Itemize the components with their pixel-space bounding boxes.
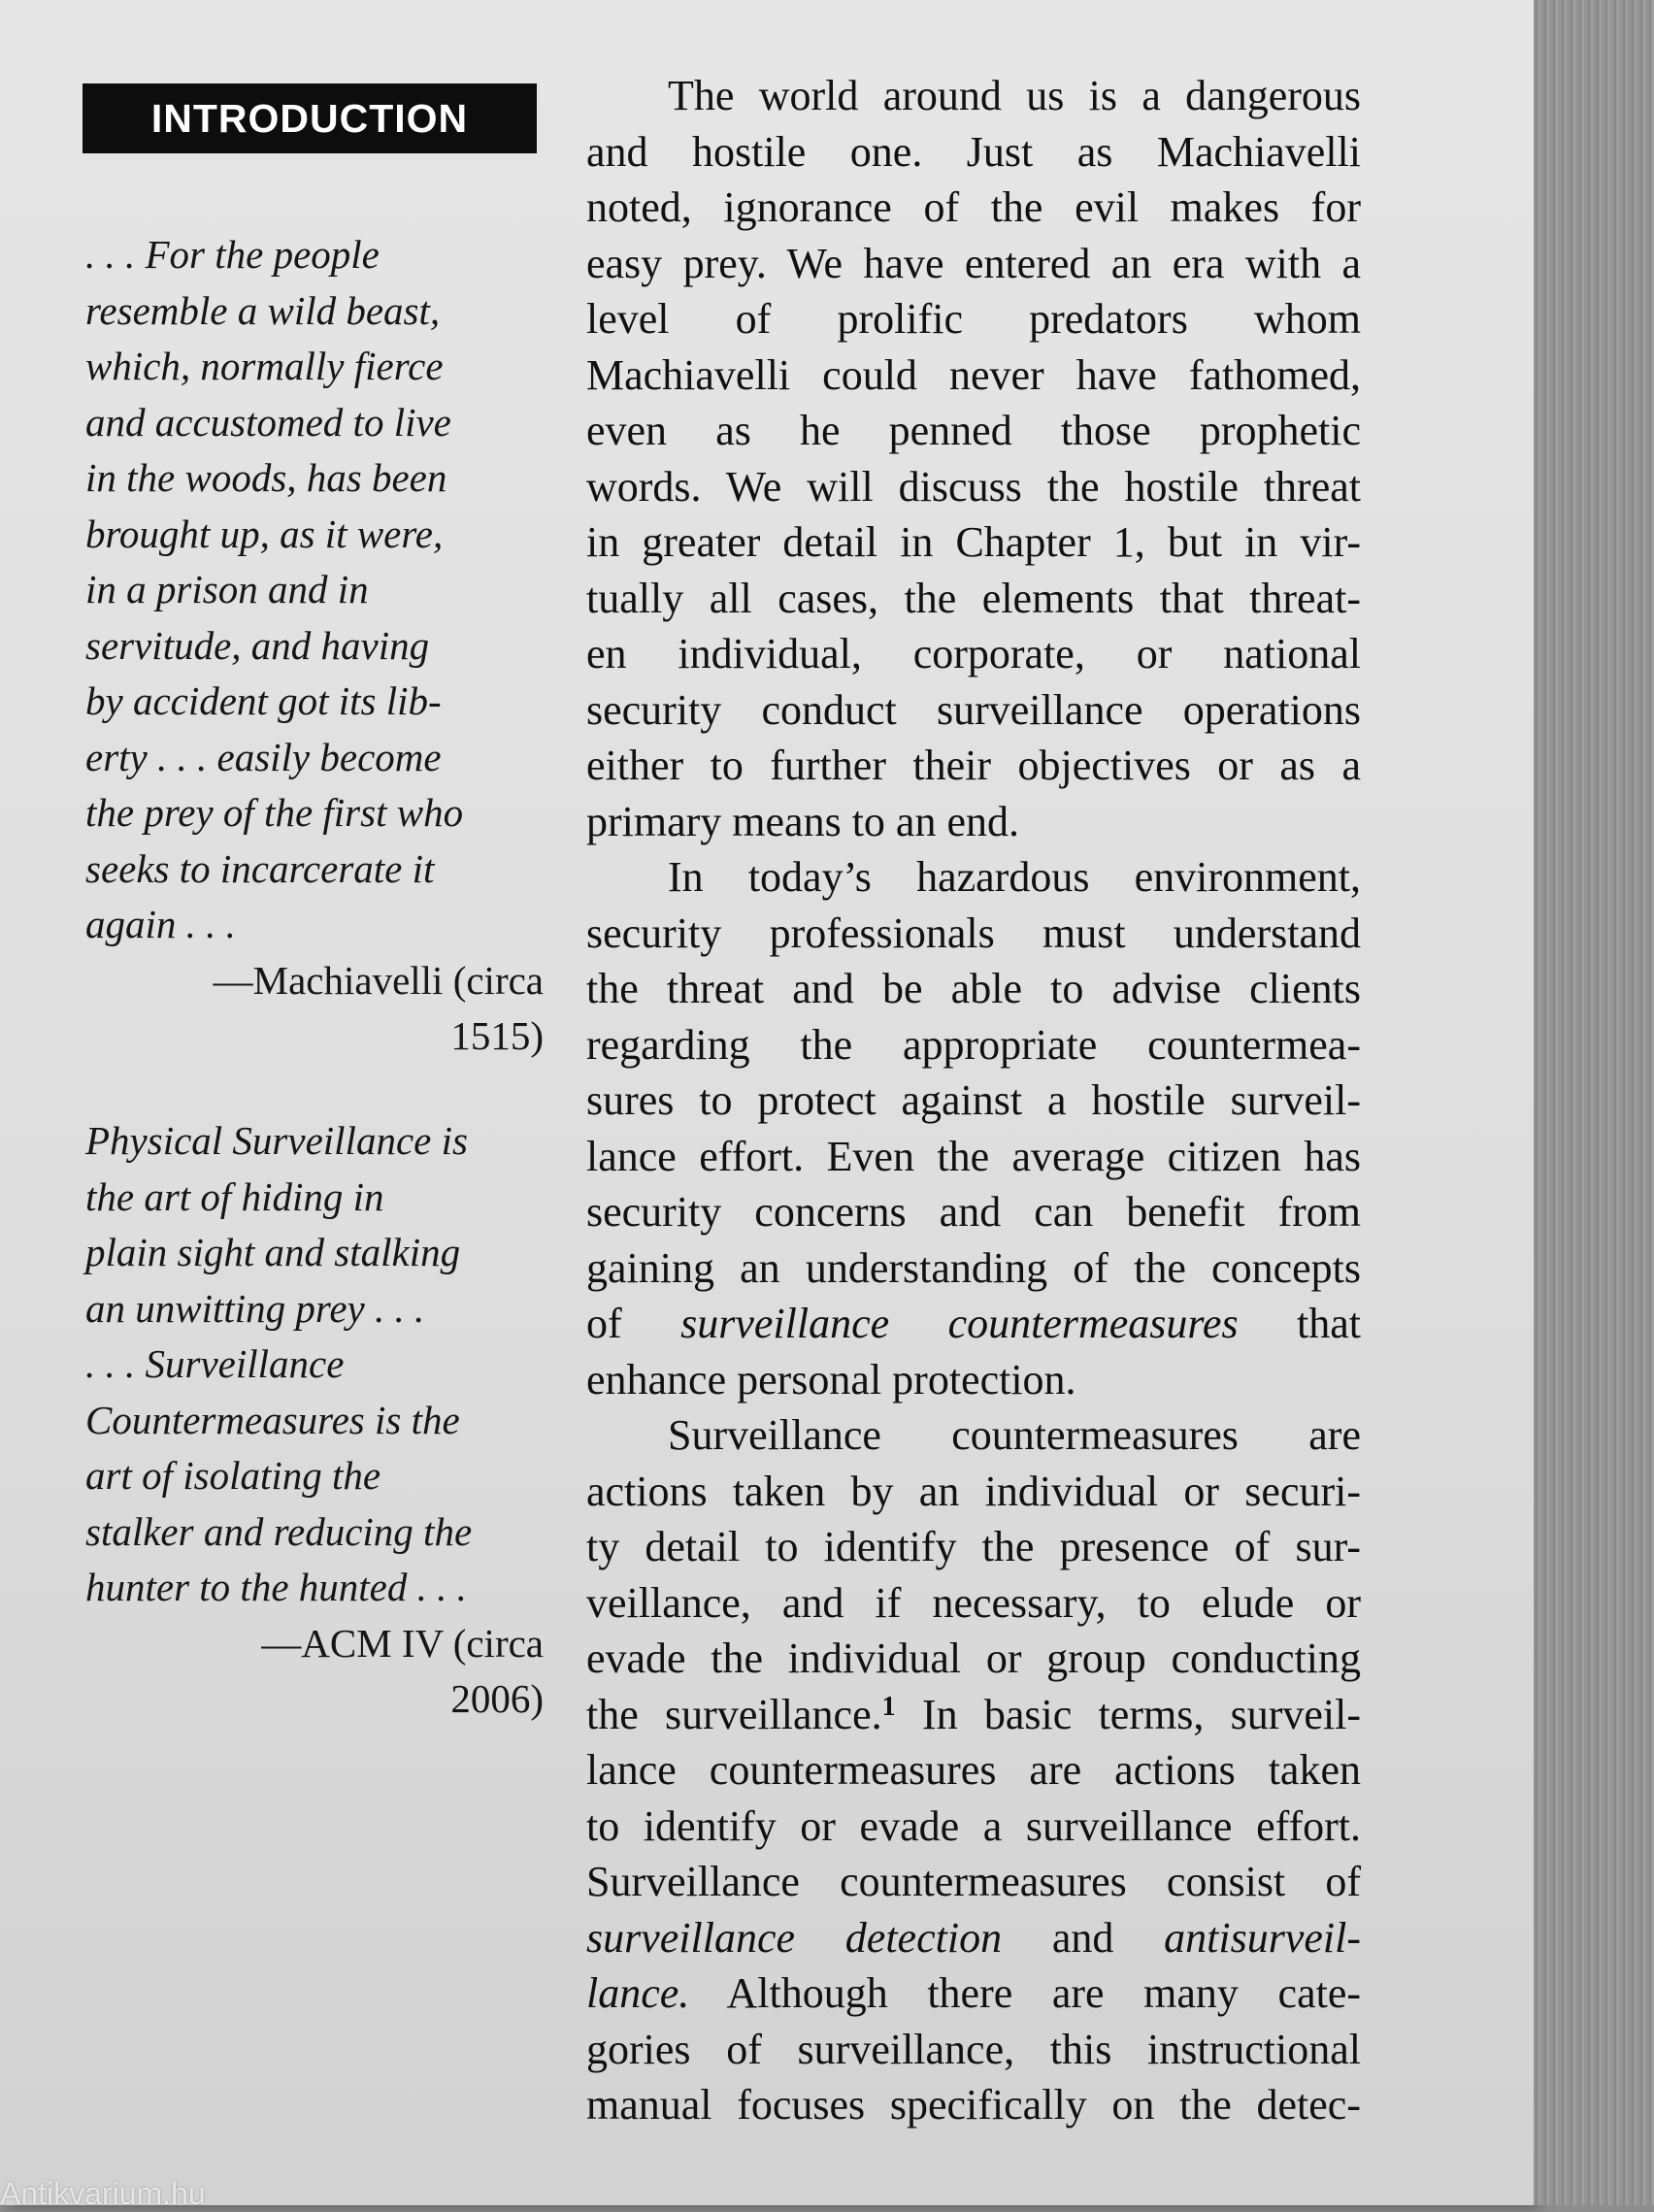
footnote-marker: 1 bbox=[881, 1691, 896, 1722]
text-line bbox=[586, 1965, 1361, 2022]
quote-line: and accustomed to live bbox=[85, 399, 451, 445]
text-fragment: that bbox=[1297, 1300, 1362, 1347]
text-line: primary means to an end. bbox=[586, 797, 1019, 845]
quote-line: Countermeasures is the bbox=[85, 1397, 460, 1442]
text-fragment: the surveillance. bbox=[586, 1690, 882, 1738]
text-line: words. We will discuss the hostile threat bbox=[586, 462, 1361, 511]
text-line: ty detail to identify the presence of sur- bbox=[586, 1523, 1361, 1570]
text-fragment: In basic terms, surveil- bbox=[921, 1690, 1362, 1738]
quote-line: servitude, and having bbox=[85, 622, 430, 668]
quote-line: in a prison and in bbox=[85, 567, 369, 611]
text-line: sures to protect against a hostile surveil- bbox=[586, 1076, 1361, 1124]
text-line: The world around us is a dangerous bbox=[668, 72, 1361, 119]
text-line: to identify or evade a surveillance effort. bbox=[586, 1801, 1361, 1850]
italic-term: surveillance countermeasures bbox=[680, 1300, 1239, 1347]
quote-line: the art of hiding in bbox=[85, 1173, 384, 1219]
text-line: security conduct surveillance operations bbox=[586, 685, 1361, 734]
text-line: tually all cases, the elements that threat- bbox=[586, 574, 1361, 622]
text-line: Surveillance countermeasures consist of bbox=[586, 1858, 1361, 1905]
watermark: Antikvarium.hu bbox=[0, 2176, 206, 2211]
section-heading bbox=[83, 83, 537, 153]
text-line: noted, ignorance of the evil makes for bbox=[586, 183, 1361, 231]
text-line: actions taken by an individual or securi- bbox=[586, 1467, 1361, 1515]
quote-line: again . . . bbox=[85, 902, 236, 946]
quote-attribution: 1515) bbox=[450, 1013, 544, 1058]
body-text bbox=[586, 68, 1361, 2133]
quote-attribution: —Machiavelli (circa bbox=[213, 957, 544, 1003]
text-line bbox=[586, 1910, 1361, 1966]
quote-line: an unwitting prey . . . bbox=[85, 1285, 425, 1331]
text-line: lance effort. Even the average citizen has bbox=[586, 1132, 1361, 1180]
quote-line: which, normally fierce bbox=[85, 344, 444, 388]
italic-term: antisurveil- bbox=[1164, 1913, 1361, 1962]
text-line bbox=[586, 1296, 1361, 1352]
text-line: the threat and be able to advise clients bbox=[586, 965, 1361, 1012]
italic-term: lance. bbox=[586, 1969, 690, 2017]
text-line: veillance, and if necessary, to elude or bbox=[586, 1578, 1361, 1627]
quote-line: art of isolating the bbox=[85, 1453, 381, 1498]
text-line: regarding the appropriate countermea- bbox=[586, 1020, 1361, 1069]
text-line: and hostile one. Just as Machiavelli bbox=[586, 127, 1361, 176]
quote-attribution: —ACM IV (circa bbox=[261, 1620, 544, 1666]
quote-line: resemble a wild beast, bbox=[85, 287, 441, 333]
quote-attribution: 2006) bbox=[450, 1676, 544, 1721]
text-line bbox=[586, 1687, 1361, 1743]
quote-line: erty . . . easily become bbox=[85, 734, 442, 779]
quote-line: by accident got its lib- bbox=[85, 678, 442, 723]
text-fragment: of bbox=[586, 1300, 622, 1347]
quote-line: . . . For the people bbox=[85, 232, 380, 277]
text-line: en individual, corporate, or national bbox=[586, 630, 1361, 677]
text-line: even as he penned those prophetic bbox=[586, 407, 1361, 454]
quote-line: the prey of the first who bbox=[85, 790, 464, 835]
text-line: gories of surveillance, this instructional bbox=[586, 2025, 1361, 2073]
quote-line: in the woods, has been bbox=[85, 455, 447, 500]
section-heading-text: INTRODUCTION bbox=[150, 95, 469, 141]
text-line: easy prey. We have entered an era with a bbox=[586, 239, 1361, 287]
text-fragment: and bbox=[1051, 1913, 1114, 1962]
quote-line: hunter to the hunted . . . bbox=[85, 1565, 467, 1609]
text-line: In today’s hazardous environment, bbox=[668, 853, 1361, 901]
text-line: either to further their objectives or as a bbox=[586, 742, 1361, 789]
text-line: Machiavelli could never have fathomed, bbox=[586, 350, 1361, 399]
text-line: security professionals must understand bbox=[586, 908, 1361, 957]
quote-line: . . . Surveillance bbox=[85, 1341, 345, 1386]
italic-term: surveillance detection bbox=[586, 1913, 1003, 1962]
quote-line: brought up, as it were, bbox=[85, 511, 444, 556]
text-line: gaining an understanding of the concepts bbox=[586, 1243, 1361, 1292]
text-line: manual focuses specifically on the detec- bbox=[586, 2081, 1361, 2129]
epigraph-machiavelli bbox=[85, 227, 544, 1065]
text-line: level of prolific predators whom bbox=[586, 295, 1361, 343]
quote-line: seeks to incarcerate it bbox=[85, 845, 435, 891]
epigraph-acm bbox=[85, 1113, 544, 1728]
text-line: in greater detail in Chapter 1, but in vir- bbox=[586, 518, 1361, 566]
text-line: enhance personal protection. bbox=[586, 1355, 1076, 1403]
quote-line: stalker and reducing the bbox=[85, 1508, 473, 1554]
text-line: lance countermeasures are actions taken bbox=[586, 1746, 1361, 1794]
quote-line: plain sight and stalking bbox=[85, 1230, 461, 1274]
quote-line: Physical Surveillance is bbox=[85, 1118, 468, 1163]
text-line: security concerns and can benefit from bbox=[586, 1188, 1361, 1236]
page-edge-background bbox=[1534, 0, 1654, 2205]
text-line: Surveillance countermeasures are bbox=[668, 1411, 1361, 1459]
text-line: evade the individual or group conducting bbox=[586, 1634, 1361, 1682]
text-fragment: Although there are many cate- bbox=[726, 1969, 1361, 2017]
